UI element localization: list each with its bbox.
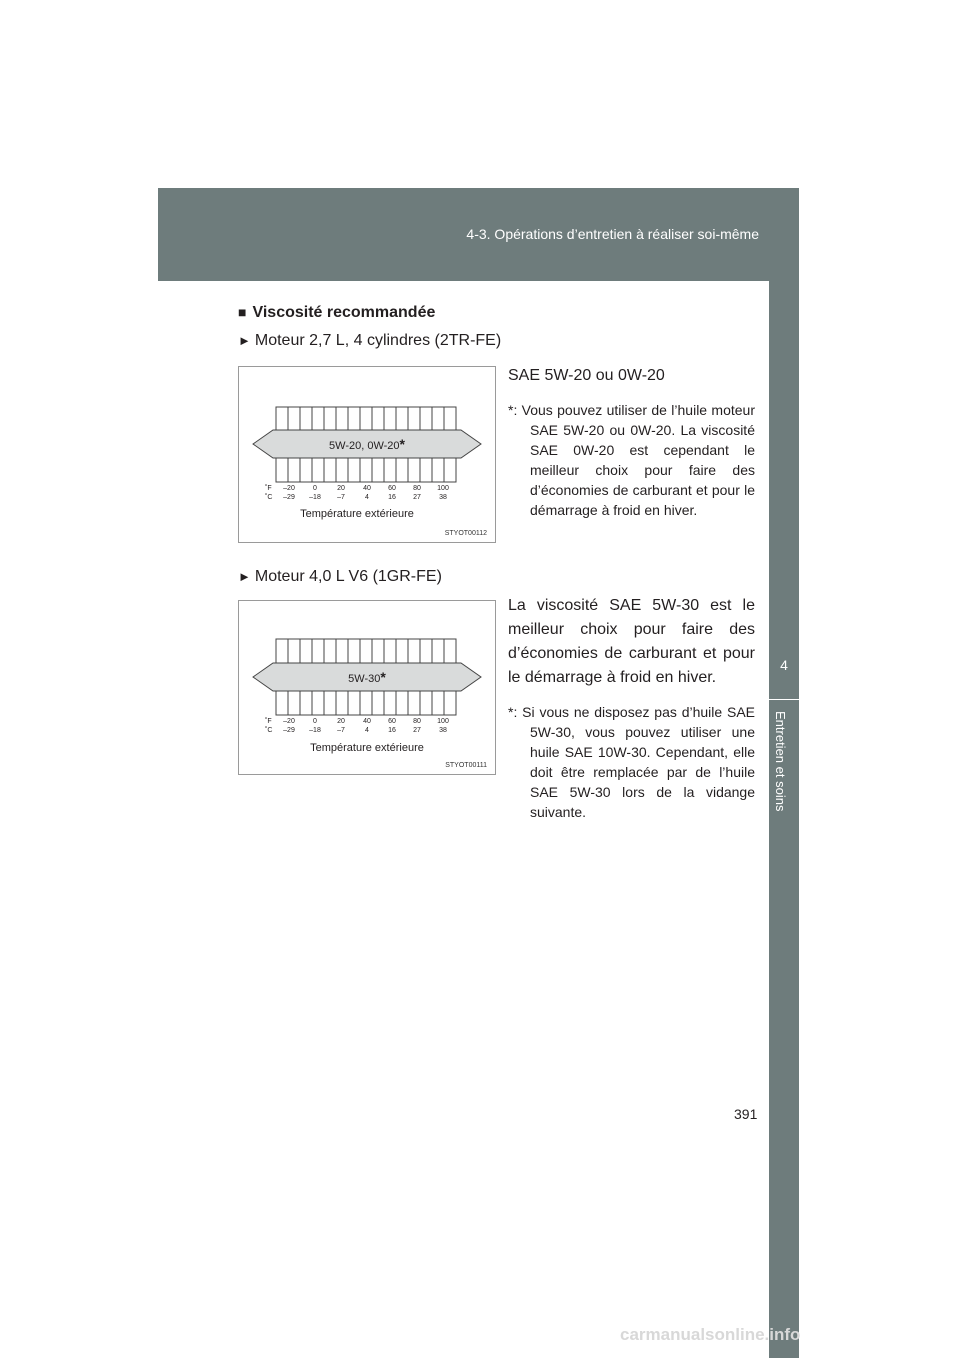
section-title-text: Viscosité recommandée <box>252 304 436 321</box>
tick-c: 27 <box>413 494 421 501</box>
axis-label: Température extérieure <box>310 742 424 754</box>
engine-label: Moteur 4,0 L V6 (1GR-FE) <box>254 568 442 585</box>
tick-f: –20 <box>283 718 295 725</box>
tick-c: –29 <box>283 494 295 501</box>
page-number: 391 <box>734 1106 758 1122</box>
square-bullet-icon: ■ <box>238 304 247 320</box>
band-asterisk: * <box>380 669 386 685</box>
tick-f: 100 <box>437 485 449 492</box>
tick-c: –7 <box>337 494 345 501</box>
triangle-marker-icon: ► <box>238 569 251 584</box>
triangle-marker-icon: ► <box>238 333 251 348</box>
footnote-text: Si vous ne disposez pas d’huile SAE 5W-30, vous pouvez utiliser une huile SAE 10W-30. Cependant, elle doit être remplacée par de l’huile SAE 5W-30 lors de la vidange suivante. <box>522 704 756 820</box>
tick-f: 20 <box>337 718 345 725</box>
breadcrumb: 4-3. Opérations d’entretien à réaliser soi-même <box>466 226 759 242</box>
tick-c: 27 <box>413 727 421 734</box>
tick-c: 4 <box>365 727 369 734</box>
tick-f: 60 <box>388 485 396 492</box>
footnote-marker: *: <box>508 704 518 720</box>
tick-c: –18 <box>309 727 321 734</box>
tick-f: 60 <box>388 718 396 725</box>
tick-c: –18 <box>309 494 321 501</box>
viscosity-chart-2 <box>239 601 495 774</box>
tick-c: 16 <box>388 727 396 734</box>
tick-f: –20 <box>283 485 295 492</box>
footnote-text: Vous pouvez utiliser de l’huile moteur SAE 5W-20 ou 0W-20. La viscosité SAE 0W-20 est cependant le meilleur choix pour faire des d’économies de carburant et pour le démarrage à froid en hiver. <box>521 402 755 518</box>
tick-c: 38 <box>439 494 447 501</box>
footnote <box>508 400 755 520</box>
viscosity-chart-1 <box>239 367 495 542</box>
tick-f: 0 <box>313 485 317 492</box>
footnote-marker: *: <box>508 402 518 418</box>
tick-f: 20 <box>337 485 345 492</box>
tick-c: 38 <box>439 727 447 734</box>
tick-c: 16 <box>388 494 396 501</box>
engine-heading-1 <box>238 332 501 350</box>
tick-f: 80 <box>413 718 421 725</box>
figure-code: STYOT00111 <box>445 762 487 769</box>
unit-celsius: ˚C <box>265 727 273 734</box>
band-asterisk: * <box>399 436 405 452</box>
band-label: 5W-30 <box>348 673 381 685</box>
footnote <box>508 702 755 822</box>
unit-fahrenheit: ˚F <box>265 485 272 492</box>
engine-description-2 <box>508 594 755 822</box>
viscosity-figure-1 <box>238 366 496 543</box>
tick-f: 80 <box>413 485 421 492</box>
tick-c: –29 <box>283 727 295 734</box>
chapter-header <box>158 188 799 281</box>
viscosity-figure-2 <box>238 600 496 775</box>
engine-label: Moteur 2,7 L, 4 cylindres (2TR-FE) <box>254 332 502 349</box>
tick-c: –7 <box>337 727 345 734</box>
tick-f: 40 <box>363 485 371 492</box>
engine-description-1 <box>508 364 755 520</box>
chapter-label: Entretien et soins <box>773 711 788 812</box>
recommended-viscosity: SAE 5W-20 ou 0W-20 <box>508 367 665 384</box>
figure-code: STYOT00112 <box>444 530 487 537</box>
band-label: 5W-20, 0W-20 <box>329 440 400 452</box>
tick-f: 0 <box>313 718 317 725</box>
tick-f: 100 <box>437 718 449 725</box>
tick-c: 4 <box>365 494 369 501</box>
unit-fahrenheit: ˚F <box>265 718 272 725</box>
engine-heading-2 <box>238 568 442 586</box>
section-title <box>238 304 435 322</box>
unit-celsius: ˚C <box>265 494 273 501</box>
chapter-number: 4 <box>780 657 788 673</box>
recommended-viscosity: La viscosité SAE 5W-30 est le meilleur choix pour faire des d’économies de carburant et pour le démarrage à froid en hiver. <box>508 597 755 686</box>
watermark: carmanualsonline.info <box>620 1325 801 1344</box>
tab-divider <box>769 699 799 700</box>
tick-f: 40 <box>363 718 371 725</box>
chapter-side-tab <box>769 281 799 1358</box>
axis-label: Température extérieure <box>300 508 414 520</box>
